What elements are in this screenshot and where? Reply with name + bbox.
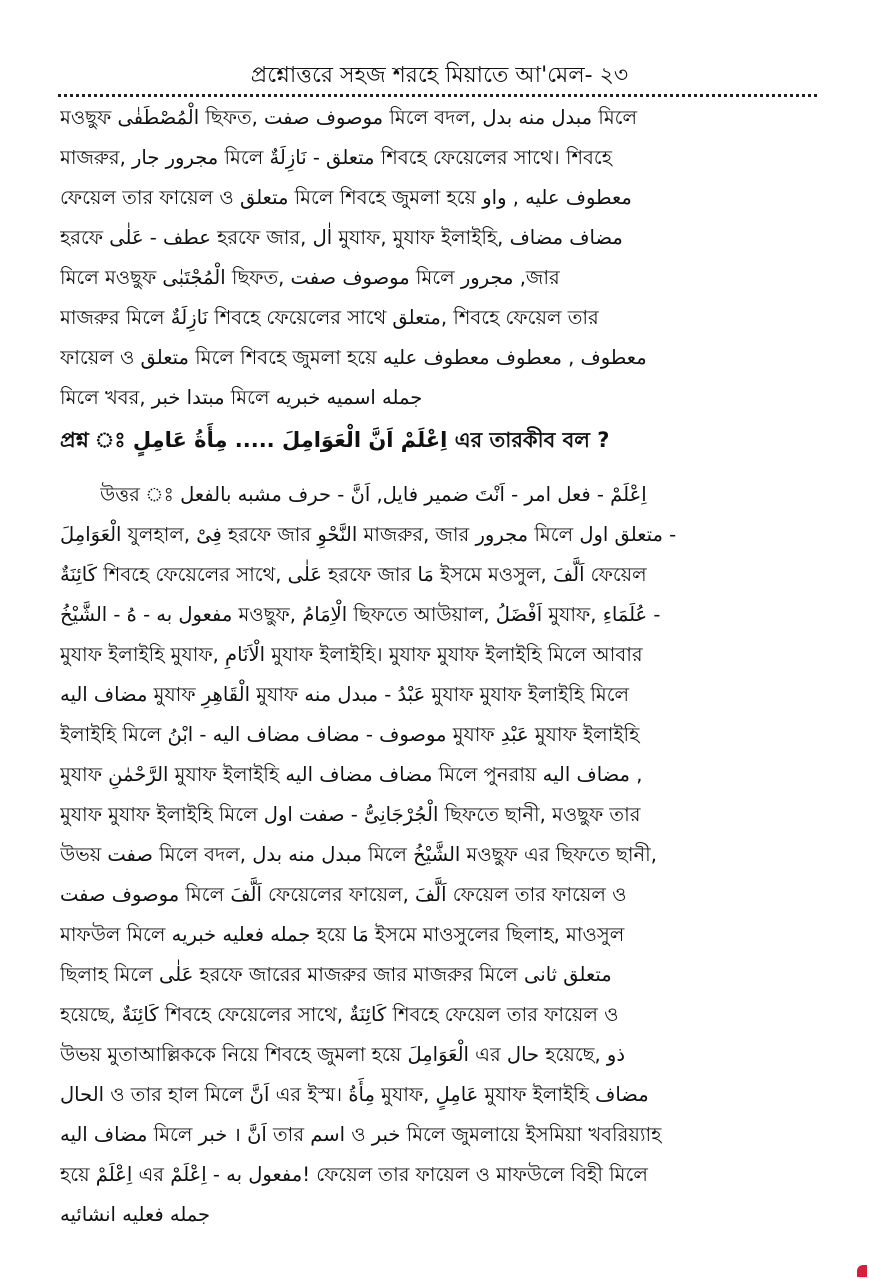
text-line: মাফউল মিলে جمله فعليه خبريه হয়ে مَا ইসমে মাওসুলের ছিলাহ, মাওসুল bbox=[60, 923, 625, 946]
answer-line: উত্তর ঃ اِعْلَمْ - فعل امر - اَنْتَ ضمير فايل, اَنَّ - حرف مشبه بالفعل bbox=[100, 483, 647, 506]
text-line: হয়ে اِعْلَمْ এর مفعول به - اِعْلَمْ! ফেয়েল তার ফায়েল ও মাফউলে বিহী মিলে bbox=[60, 1163, 648, 1186]
question-heading: প্রশ্ন ঃ اِعْلَمْ اَنَّ الْعَوَامِلَ ..... مِأَةُ عَامِلٍ এর তারকীব বল ? bbox=[60, 428, 610, 452]
scan-edge-mark bbox=[857, 1265, 867, 1277]
text-line: مضاف اليه মিলে خبر । اَنَّ তার اسم ও خبر মিলে জুমলায়ে ইসমিয়া খবরিয়্যাহ bbox=[60, 1123, 662, 1146]
text-line: مفعول به - هُ - الشَّيْخُ মওছুফ, الْاِمَامُ ছিফতে আউয়াল, اَفْضَلُ মুযাফ, عُلَمَاءِ - bbox=[60, 603, 661, 626]
text-line: جمله فعليه انشائيه bbox=[60, 1203, 211, 1226]
text-line: হয়েছে, كَائِنَةٌ শিবহে ফেয়েলের সাথে, كَائِنَةٌ শিবহে ফেয়েল তার ফায়েল ও bbox=[60, 1003, 619, 1026]
text-line: ইলাইহি মিলে موصوف - مضاف مضاف اليه - ابْنُ মুযাফ عَبْدِ মুযাফ ইলাইহি bbox=[60, 723, 640, 746]
text-line: موصوف صفت মিলে اَلَّفَ ফেয়েলের ফায়েল, اَلَّفَ ফেয়েল তার ফায়েল ও bbox=[60, 883, 627, 906]
text-line: মাজরুর মিলে نَازِلَةٌ শিবহে ফেয়েলের সাথে متعلق, শিবহে ফেয়েল তার bbox=[60, 306, 599, 329]
text-line: ছিলাহ মিলে عَلٰى হরফে জারের মাজরুর জার মাজরুর মিলে متعلق ثانى bbox=[60, 963, 612, 986]
header-divider bbox=[58, 94, 817, 97]
page-header: প্রশ্নোত্তরে সহজ শরহে মিয়াতে আ'মেল- ২৩ bbox=[250, 63, 629, 88]
text-line: مضاف اليه মুযাফ الْقَاهِرِ মুযাফ عَبْدُ - مبدل منه মুযাফ মুযাফ ইলাইহি মিলে bbox=[60, 683, 630, 706]
text-line: كَائِنَةٌ শিবহে ফেয়েলের সাথে, عَلٰى হরফে জার مَا ইসমে মওসুল, اَلَّفَ ফেয়েল bbox=[60, 563, 647, 586]
text-line: মাজরুর, مجرور جار মিলে متعلق - نَازِلَةٌ শিবহে ফেয়েলের সাথে। শিবহে bbox=[60, 146, 612, 169]
text-line: মুযাফ ইলাইহি মুযাফ, الْاَنَامِ মুযাফ ইলাইহি। মুযাফ মুযাফ ইলাইহি মিলে আবার bbox=[60, 643, 643, 666]
text-line: মওছুফ الْمُصْطَفٰى ছিফত, موصوف صفت মিলে বদল, مبدل منه بدل মিলে bbox=[60, 106, 638, 129]
text-line: উভয় মুতাআল্লিককে নিয়ে শিবহে জুমলা হয়ে الْعَوَامِلَ এর حال হয়েছে, ذو bbox=[60, 1043, 626, 1066]
text-line: মুযাফ الرَّحْمٰنِ মুযাফ ইলাইহি مضاف مضاف اليه মিলে পুনরায় مضاف اليه , bbox=[60, 763, 643, 786]
text-line: মিলে মওছুফ الْمُجْتَبٰى ছিফত, موصوف صفت মিলে مجرور ,জার bbox=[60, 266, 560, 289]
text-line: মিলে খবর, مبتدا خبر মিলে جمله اسميه خبريه bbox=[60, 386, 423, 409]
text-line: ফেয়েল তার ফায়েল ও متعلق মিলে শিবহে জুমলা হয়ে معطوف عليه , واو bbox=[60, 186, 632, 209]
text-line: উভয় صفت মিলে বদল, مبدل منه بدل মিলে الشَّيْخُ মওছুফ এর ছিফতে ছানী, bbox=[60, 843, 657, 866]
text-line: الحال ও তার হাল মিলে اَنَّ এর ইস্ম। مِأَةُ মুযাফ, عَامِلٍ মুযাফ ইলাইহি مضاف bbox=[60, 1083, 649, 1106]
text-line: মুযাফ মুযাফ ইলাইহি মিলে الْجُرْجَانِىُّ - صفت اول ছিফতে ছানী, মওছুফ তার bbox=[60, 803, 641, 826]
text-line: ফায়েল ও متعلق মিলে শিবহে জুমলা হয়ে معطوف , معطوف معطوف عليه bbox=[60, 346, 647, 369]
text-line: হরফে عطف - عَلٰى হরফে জার, اٰل মুযাফ, মুযাফ ইলাইহি, مضاف مضاف bbox=[60, 226, 623, 249]
text-line: الْعَوَامِلَ যুলহাল, فِىْ হরফে জার النَّحْوِ মাজরুর, জার مجرور মিলে متعلق اول - bbox=[60, 523, 677, 546]
